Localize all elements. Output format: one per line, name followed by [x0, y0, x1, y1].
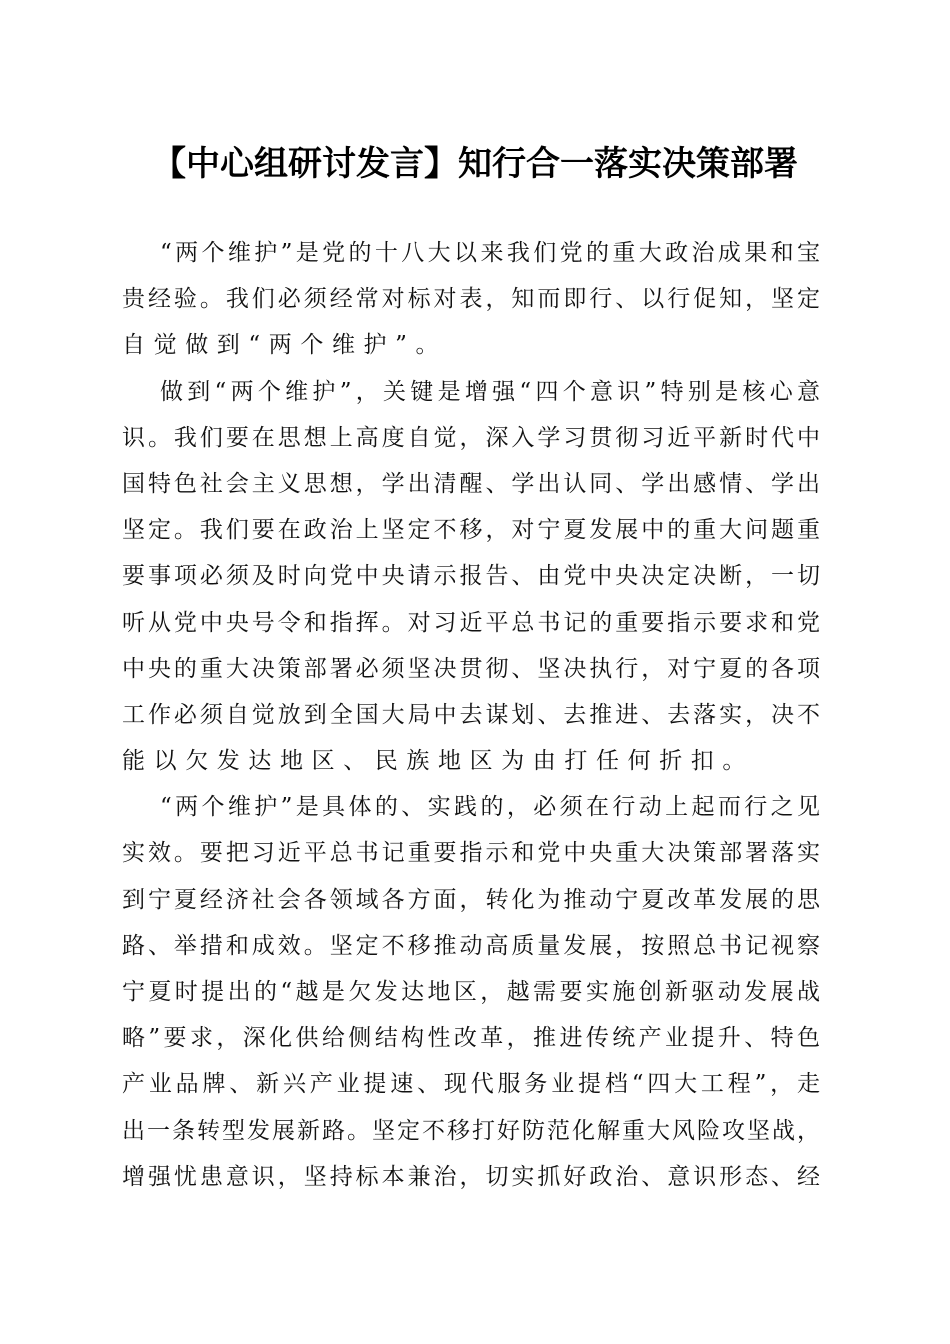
text-line: “两个维护”是党的十八大以来我们党的重大政治成果和宝: [160, 240, 820, 266]
text-line: 实效。要把习近平总书记重要指示和党中央重大决策部署落实: [122, 840, 820, 867]
text-line: “两个维护”是具体的、实践的，必须在行动上起而行之见: [160, 794, 820, 821]
text-line: 国特色社会主义思想，学出清醒、学出认同、学出感情、学出: [122, 470, 820, 497]
text-line: 宁夏时提出的“越是欠发达地区，越需要实施创新驱动发展战: [122, 979, 820, 1005]
paragraph: [122, 369, 820, 785]
paragraph: [122, 230, 820, 369]
text-line: 路、举措和成效。坚定不移推动高质量发展，按照总书记视察: [122, 932, 820, 959]
text-line: 工作必须自觉放到全国大局中去谋划、去推进、去落实，决不: [122, 701, 820, 728]
document-title: 【中心组研讨发言】知行合一落实决策部署: [152, 144, 798, 184]
text-line: 坚定。我们要在政治上坚定不移，对宁夏发展中的重大问题重: [122, 517, 820, 544]
text-line: 略”要求，深化供给侧结构性改革，推进传统产业提升、特色: [122, 1025, 820, 1052]
text-line: 识。我们要在思想上高度自觉，深入学习贯彻习近平新时代中: [122, 424, 820, 451]
text-line: 听从党中央号令和指挥。对习近平总书记的重要指示要求和党: [122, 609, 820, 636]
text-line: 能以欠发达地区、民族地区为由打任何折扣。: [122, 748, 754, 775]
text-line: 贵经验。我们必须经常对标对表，知而即行、以行促知，坚定: [122, 286, 820, 313]
text-line: 做到“两个维护”，关键是增强“四个意识”特别是核心意: [160, 378, 820, 405]
text-line: 中央的重大决策部署必须坚决贯彻、坚决执行，对宁夏的各项: [122, 655, 820, 682]
document-body: [122, 230, 820, 1200]
text-line: 产业品牌、新兴产业提速、现代服务业提档“四大工程”，走: [122, 1071, 820, 1098]
text-line: 增强忧患意识，坚持标本兼治，切实抓好政治、意识形态、经: [122, 1163, 820, 1190]
text-line: 要事项必须及时向党中央请示报告、由党中央决定决断，一切: [122, 563, 820, 590]
text-line: 自觉做到“两个维护”。: [122, 332, 448, 359]
paragraph: [122, 784, 820, 1200]
text-line: 出一条转型发展新路。坚定不移打好防范化解重大风险攻坚战，: [122, 1117, 820, 1144]
text-line: 到宁夏经济社会各领域各方面，转化为推动宁夏改革发展的思: [122, 886, 820, 913]
